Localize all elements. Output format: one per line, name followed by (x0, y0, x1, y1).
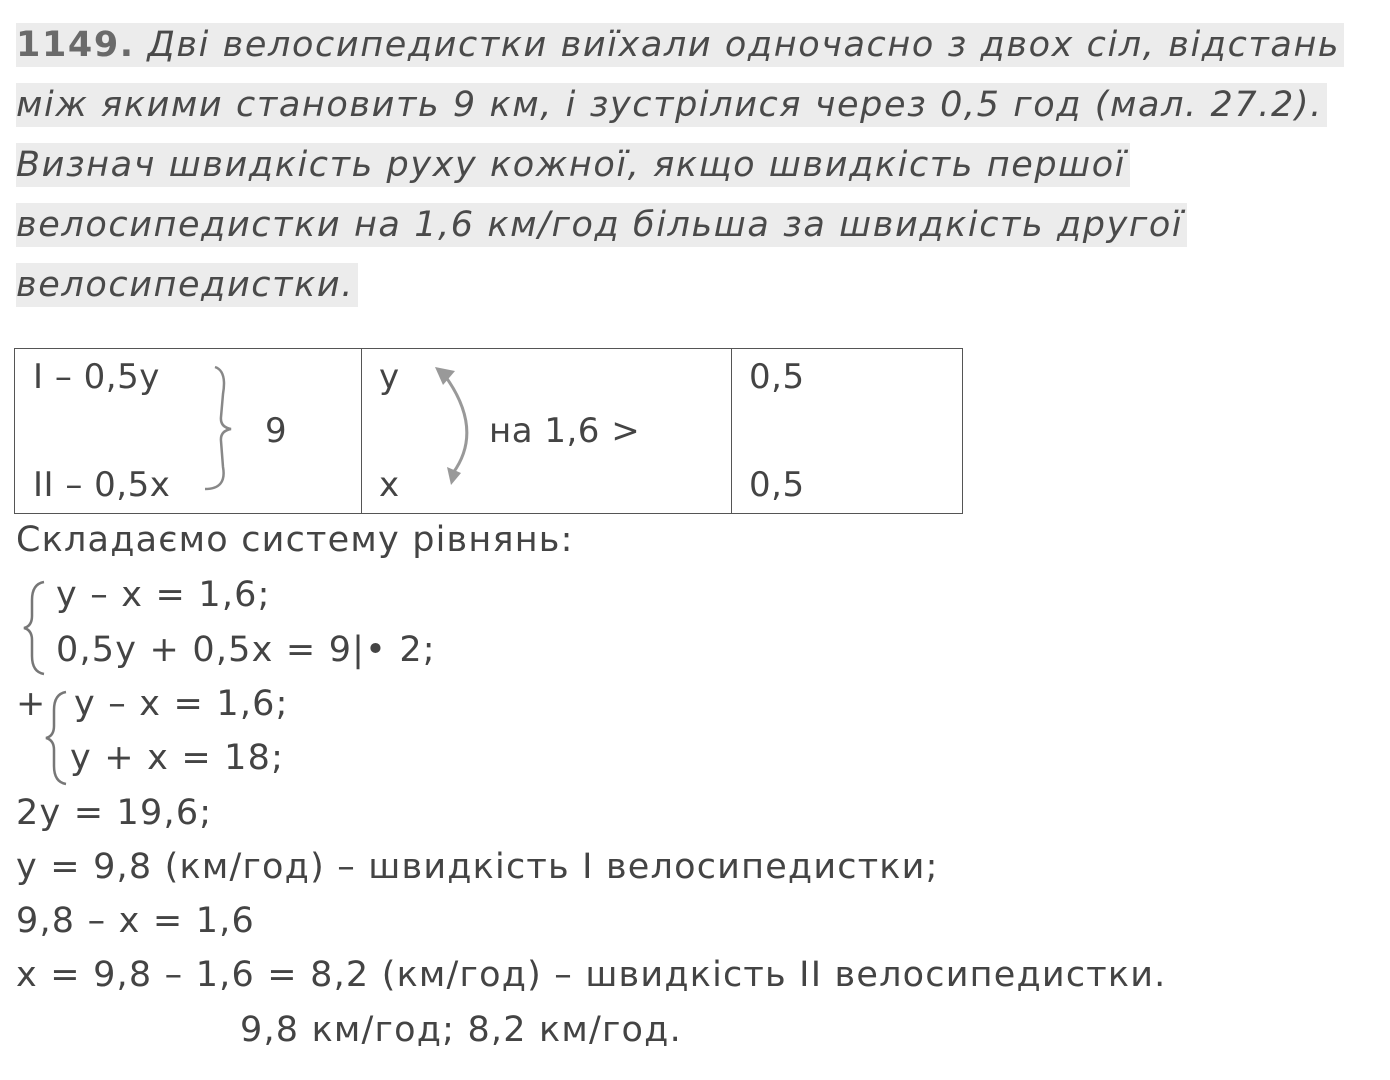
solution-step-1: 2y = 19,6; (16, 793, 213, 833)
data-table (14, 348, 963, 514)
problem-number: 1149. (16, 25, 135, 65)
table-speed-relation: на 1,6 > (489, 411, 641, 451)
table-distance-second: II – 0,5x (33, 465, 171, 505)
problem-line-4: велосипедистки на 1,6 км/год більша за швидкість другої (16, 203, 1187, 247)
answer: 9,8 км/год; 8,2 км/год. (240, 1010, 682, 1050)
system1-equation-1: y – x = 1,6; (56, 575, 271, 615)
table-distance-first: I – 0,5y (33, 357, 160, 397)
table-time-second: 0,5 (749, 465, 805, 505)
table-total-distance: 9 (265, 411, 288, 451)
table-speed-first: y (379, 357, 400, 397)
solution-step-3: 9,8 – x = 1,6 (16, 901, 255, 941)
system2-equation-1: y – x = 1,6; (74, 684, 289, 724)
solution-intro: Складаємо систему рівнянь: (16, 520, 574, 560)
table-speed-second: x (379, 465, 400, 505)
arrow-head-up-icon (435, 367, 455, 385)
problem-line-5: велосипедистки. (16, 263, 358, 307)
problem-text-1: Дві велосипедистки виїхали одночасно з двох сіл, відстань (147, 25, 1341, 65)
speed-arrow-icon (443, 373, 467, 473)
system2-equation-2: y + x = 18; (70, 738, 285, 778)
plus-sign: + (16, 684, 47, 724)
solution-step-2: y = 9,8 (км/год) – швидкість I велосипедистки; (16, 847, 939, 887)
problem-line-1 (16, 23, 1344, 67)
solution-step-4: x = 9,8 – 1,6 = 8,2 (км/год) – швидкість II велосипедистки. (16, 955, 1167, 995)
problem-line-3: Визнач швидкість руху кожної, якщо швидкість першої (16, 143, 1130, 187)
system1-equation-2: 0,5y + 0,5x = 9|• 2; (56, 630, 436, 670)
problem-line-2: між якими становить 9 км, і зустрілися через 0,5 год (мал. 27.2). (16, 83, 1327, 127)
problem-statement (16, 18, 1376, 318)
table-time-first: 0,5 (749, 357, 805, 397)
system1-brace-icon (18, 578, 54, 678)
distance-brace-icon (205, 367, 231, 489)
